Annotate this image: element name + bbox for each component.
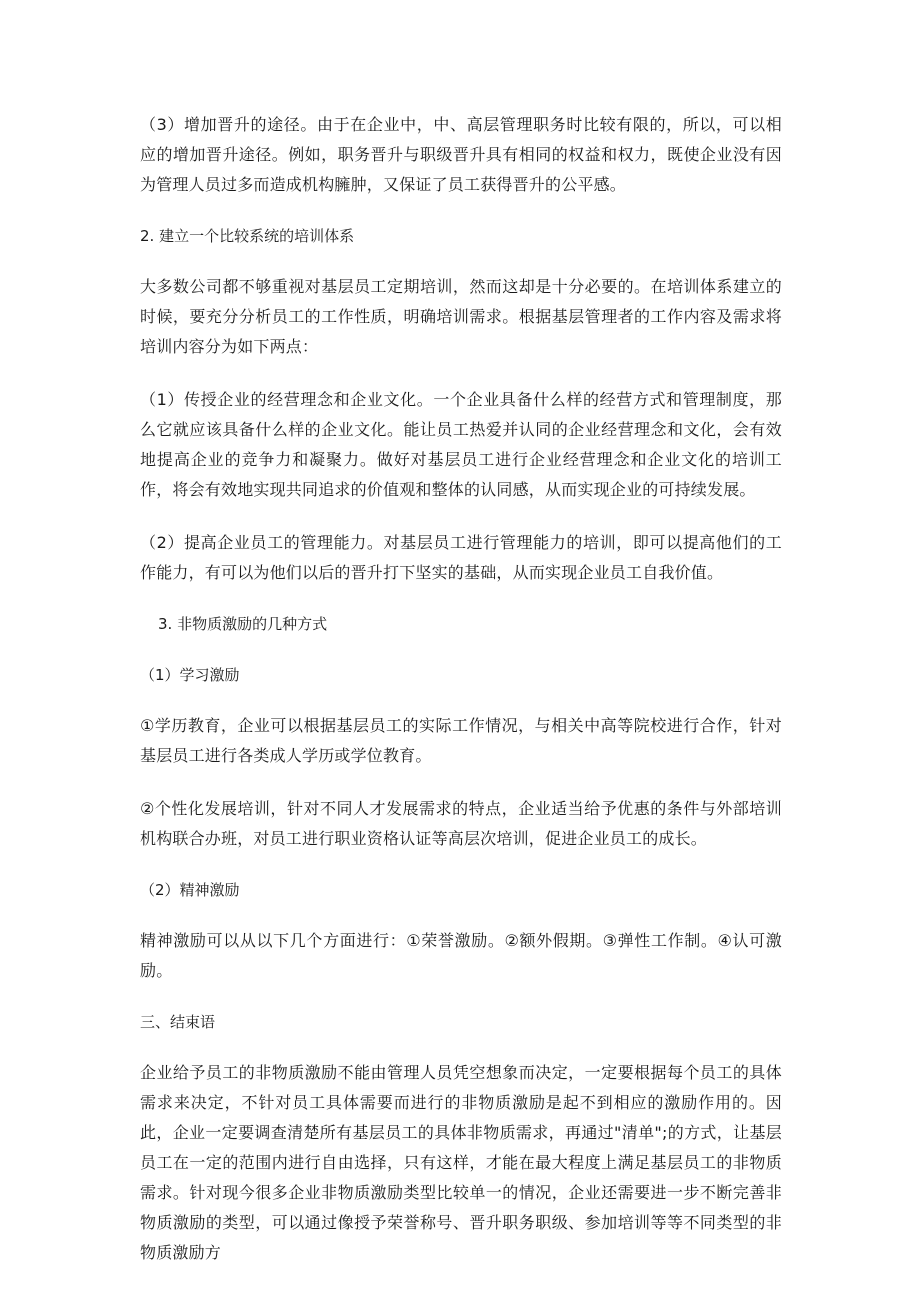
paragraph-conclusion: 企业给予员工的非物质激励不能由管理人员凭空想象而决定，一定要根据每个员工的具体需求来决定，不针对员工具体需要而进行的非物质激励是起不到相应的激励作用的。因此，企业一定要调查清楚所有基层员工的具体非物质需求，再通过"清单";的方式，让基层员工在一定的范围内进行自由选择，只有这样，才能在最大程度上满足基层员工的非物质需求。针对现今很多企业非物质激励类型比较单一的情况，企业还需要进一步不断完善非物质激励的类型，可以通过像授予荣誉称号、晋升职务职级、参加培训等等不同类型的非物质激励方 (140, 1063, 782, 1262)
subheading-learning-incentive: （1）学习激励 (140, 666, 240, 684)
paragraph-corporate-culture: （1）传授企业的经营理念和企业文化。一个企业具备什么样的经营方式和管理制度，那么它就应该具备什么样的企业文化。能让员工热爱并认同的企业经营理念和文化，会有效地提高企业的竞争力和凝聚力。做好对基层员工进行企业经营理念和企业文化的培训工作，将会有效地实现共同追求的价值观和整体的认同感，从而实现企业的可持续发展。 (140, 390, 782, 499)
section-heading-training-system: 2. 建立一个比较系统的培训体系 (140, 227, 355, 245)
section-heading-conclusion: 三、结束语 (140, 1013, 216, 1031)
paragraph-academic-education: ①学历教育，企业可以根据基层员工的实际工作情况，与相关中高等院校进行合作，针对基层员工进行各类成人学历或学位教育。 (140, 716, 782, 765)
paragraph-promotion-paths: （3）增加晋升的途径。由于在企业中，中、高层管理职务时比较有限的，所以，可以相应的增加晋升途径。例如，职务晋升与职级晋升具有相同的权益和权力，既使企业没有因为管理人员过多而造成机构臃肿，又保证了员工获得晋升的公平感。 (140, 115, 782, 194)
paragraph-personalized-training: ②个性化发展培训，针对不同人才发展需求的特点，企业适当给予优惠的条件与外部培训机构联合办班，对员工进行职业资格认证等高层次培训，促进企业员工的成长。 (140, 799, 782, 848)
subheading-spiritual-incentive: （2）精神激励 (140, 881, 240, 899)
section-heading-non-material-incentives: 3. 非物质激励的几种方式 (158, 615, 328, 633)
paragraph-training-intro: 大多数公司都不够重视对基层员工定期培训，然而这却是十分必要的。在培训体系建立的时候，要充分分析员工的工作性质，明确培训需求。根据基层管理者的工作内容及需求将培训内容分为如下两点： (140, 277, 782, 356)
document-page (140, 110, 782, 1268)
paragraph-management-ability: （2）提高企业员工的管理能力。对基层员工进行管理能力的培训，即可以提高他们的工作能力，有可以为他们以后的晋升打下坚实的基础，从而实现企业员工自我价值。 (140, 533, 782, 582)
paragraph-spiritual-incentive-list: 精神激励可以从以下几个方面进行：①荣誉激励。②额外假期。③弹性工作制。④认可激励。 (140, 931, 782, 980)
